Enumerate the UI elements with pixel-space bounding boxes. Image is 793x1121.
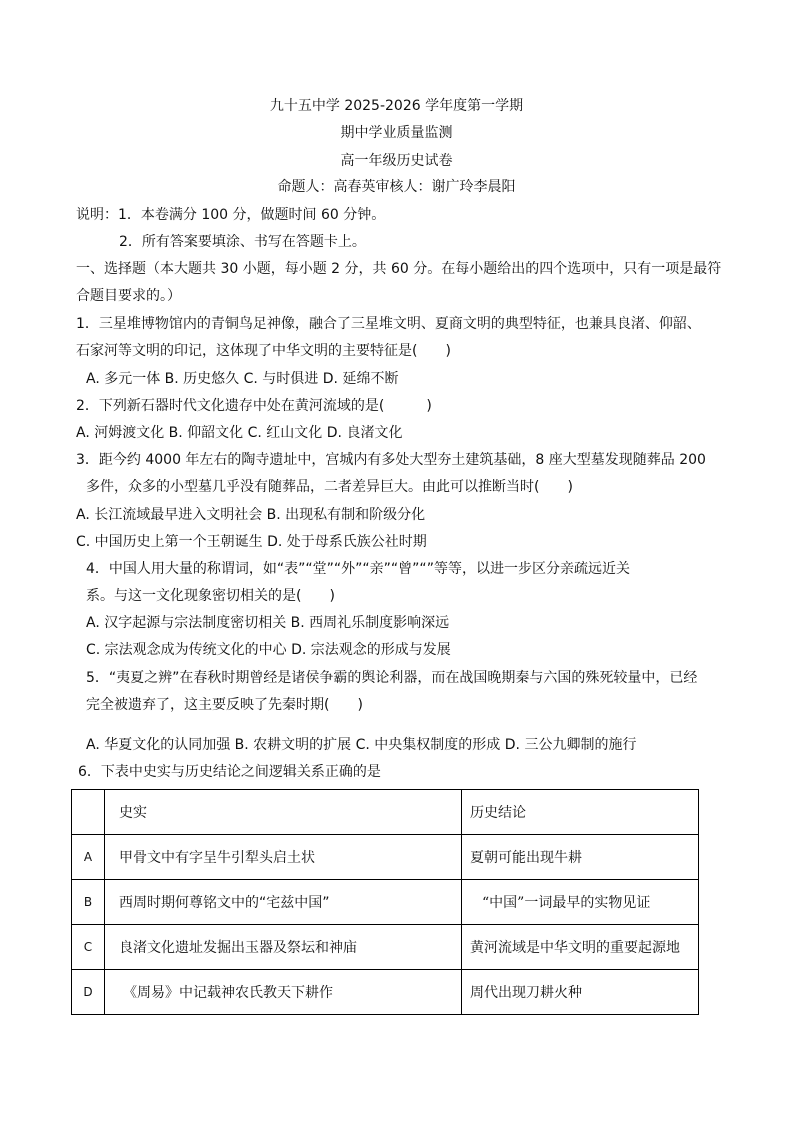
question-stem: 6．下表中史实与历史结论之间逻辑关系正确的是	[78, 764, 381, 780]
row-key: D	[72, 970, 105, 1015]
question-stem: 5．“夷夏之辨”在春秋时期曾经是诸侯争霸的舆论利器，而在战国晚期秦与六国的殊死较量中，已经	[86, 670, 698, 686]
fact-conclusion-table	[71, 789, 699, 1015]
table-row	[72, 925, 699, 970]
table-row	[72, 880, 699, 925]
paper-title: 高一年级历史试卷	[340, 153, 453, 169]
table-header-key	[72, 790, 105, 835]
question-stem: 石家河等文明的印记，这体现了中华文明的主要特征是( )	[76, 343, 451, 359]
instruction-2: 2．所有答案要填涂、书写在答题卡上。	[119, 234, 366, 250]
table-header-row	[72, 790, 699, 835]
question-stem: 多件，众多的小型墓几乎没有随葬品，二者差异巨大。由此可以推断当时( )	[86, 479, 573, 495]
question-options: A. 长江流域最早进入文明社会 B. 出现私有制和阶级分化	[76, 507, 426, 523]
table-row	[72, 835, 699, 880]
question-stem: 3．距今约 4000 年左右的陶寺遗址中，宫城内有多处大型夯土建筑基础，8 座大型墓发现随葬品 200	[76, 452, 706, 468]
question-stem: 系。与这一文化现象密切相关的是( )	[86, 588, 335, 604]
question-options: C. 中国历史上第一个王朝诞生 D. 处于母系氏族公社时期	[76, 534, 427, 550]
row-key: C	[72, 925, 105, 970]
paper-authors: 命题人：高春英审核人：谢广玲李晨阳	[277, 179, 516, 195]
question-stem: 4．中国人用大量的称谓词，如“表”“堂”“外”“亲”“曾”“”等等，以进一步区分亲疏远近关	[86, 561, 630, 577]
row-fact: 良渚文化遗址发掘出玉器及祭坛和神庙	[105, 925, 462, 970]
table-header-fact: 史实	[105, 790, 462, 835]
row-conclusion: 黄河流域是中华文明的重要起源地	[462, 925, 699, 970]
school-term-title: 九十五中学 2025-2026 学年度第一学期	[269, 98, 524, 114]
question-stem: 1．三星堆博物馆内的青铜鸟足神像，融合了三星堆文明、夏商文明的典型特征，也兼具良渚、仰韶、	[76, 316, 701, 332]
question-stem: 2．下列新石器时代文化遗存中处在黄河流域的是( )	[76, 398, 432, 414]
table-header-conclusion: 历史结论	[462, 790, 699, 835]
row-conclusion: 夏朝可能出现牛耕	[462, 835, 699, 880]
question-options: A. 汉字起源与宗法制度密切相关 B. 西周礼乐制度影响深远	[86, 615, 450, 631]
question-stem: 完全被遗弃了，这主要反映了先秦时期( )	[86, 697, 363, 713]
row-key: B	[72, 880, 105, 925]
section-line-1: 一、选择题（本大题共 30 小题，每小题 2 分，共 60 分。在每小题给出的四个选项中，只有一项是最符	[76, 261, 722, 277]
exam-name: 期中学业质量监测	[340, 125, 453, 141]
question-options: A. 河姆渡文化 B. 仰韶文化 C. 红山文化 D. 良渚文化	[76, 425, 403, 441]
table-row	[72, 970, 699, 1015]
question-options: A. 多元一体 B. 历史悠久 C. 与时俱进 D. 延绵不断	[86, 371, 399, 387]
question-options: C. 宗法观念成为传统文化的中心 D. 宗法观念的形成与发展	[86, 642, 451, 658]
section-line-2: 合题目要求的。）	[76, 288, 181, 304]
row-fact: 西周时期何尊铭文中的“宅兹中国”	[105, 880, 462, 925]
row-conclusion: 周代出现刀耕火种	[462, 970, 699, 1015]
row-key: A	[72, 835, 105, 880]
row-fact: 《周易》中记载神农氏教天下耕作	[105, 970, 462, 1015]
question-options: A. 华夏文化的认同加强 B. 农耕文明的扩展 C. 中央集权制度的形成 D. 三公九卿制的施行	[86, 737, 637, 753]
row-fact: 甲骨文中有字呈牛引犁头启土状	[105, 835, 462, 880]
instruction-1: 说明：1．本卷满分 100 分，做题时间 60 分钟。	[76, 207, 386, 223]
row-conclusion: “中国”一词最早的实物见证	[462, 880, 699, 925]
